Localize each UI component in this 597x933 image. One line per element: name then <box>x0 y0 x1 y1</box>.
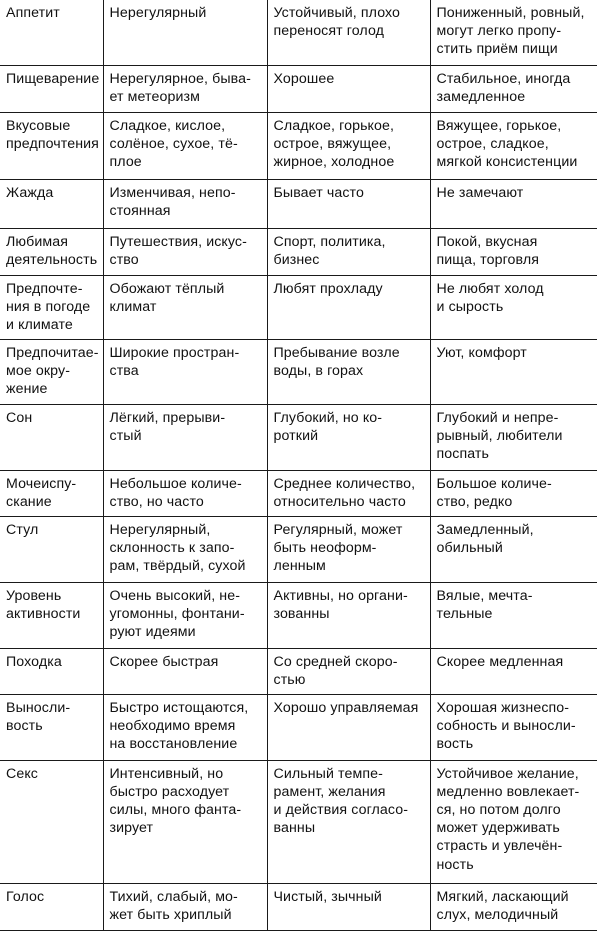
pitta-cell: Сильный темпе- рамент, желания и действия согласо- ванны <box>267 760 430 883</box>
row-label-cell: Уровень активности <box>0 582 103 648</box>
kapha-cell: Замедленный, обильный <box>430 516 597 582</box>
row-label-cell: Предпочитае- мое окру- жение <box>0 339 103 404</box>
row-label-cell: Предпочте- ния в погоде и климате <box>0 275 103 339</box>
pitta-cell: Устойчивый, плохо переносят голод <box>267 0 430 65</box>
vata-cell: Скорее быстрая <box>103 648 267 694</box>
row-label-cell: Любимая деятельность <box>0 228 103 275</box>
vata-cell: Сладкое, кислое, солёное, сухое, тё- плое <box>103 112 267 179</box>
kapha-cell: Хорошая жизнеспо- собность и выносли- вость <box>430 694 597 760</box>
pitta-cell: Сладкое, горькое, острое, вяжущее, жирное, холодное <box>267 112 430 179</box>
row-label-cell: Секс <box>0 760 103 883</box>
pitta-cell: Любят прохладу <box>267 275 430 339</box>
table-row <box>0 0 597 65</box>
kapha-cell: Устойчивое желание, медленно вовлекает- ся, но потом долго может удерживать страсть и увлечён- ность <box>430 760 597 883</box>
table-row <box>0 228 597 275</box>
table-row <box>0 582 597 648</box>
vata-cell: Тихий, слабый, мо- жет быть хриплый <box>103 883 267 930</box>
vata-cell: Путешествия, искус- ство <box>103 228 267 275</box>
row-label-cell: Пищеварение <box>0 65 103 112</box>
pitta-cell: Среднее количество, относительно часто <box>267 470 430 516</box>
table-row <box>0 694 597 760</box>
vata-cell: Изменчивая, непо- стоянная <box>103 179 267 228</box>
pitta-cell: Бывает часто <box>267 179 430 228</box>
table-row <box>0 404 597 470</box>
row-label-cell: Походка <box>0 648 103 694</box>
vata-cell: Нерегулярный <box>103 0 267 65</box>
vata-cell: Небольшое количе- ство, но часто <box>103 470 267 516</box>
row-label-cell: Вкусовые предпочтения <box>0 112 103 179</box>
kapha-cell: Мягкий, ласкающий слух, мелодичный <box>430 883 597 930</box>
row-label-cell: Аппетит <box>0 0 103 65</box>
row-label-cell: Голос <box>0 883 103 930</box>
table-row <box>0 275 597 339</box>
kapha-cell: Скорее медленная <box>430 648 597 694</box>
vata-cell: Нерегулярный, склонность к запо- рам, твёрдый, сухой <box>103 516 267 582</box>
pitta-cell: Спорт, политика, бизнес <box>267 228 430 275</box>
kapha-cell: Стабильное, иногда замедленное <box>430 65 597 112</box>
table-row <box>0 112 597 179</box>
kapha-cell: Уют, комфорт <box>430 339 597 404</box>
pitta-cell: Пребывание возле воды, в горах <box>267 339 430 404</box>
pitta-cell: Глубокий, но ко- роткий <box>267 404 430 470</box>
vata-cell: Лёгкий, прерыви- стый <box>103 404 267 470</box>
vata-cell: Интенсивный, но быстро расходует силы, много фанта- зирует <box>103 760 267 883</box>
pitta-cell: Хорошо управляемая <box>267 694 430 760</box>
kapha-cell: Не любят холод и сырость <box>430 275 597 339</box>
table-row <box>0 65 597 112</box>
kapha-cell: Большое количе- ство, редко <box>430 470 597 516</box>
row-label-cell: Мочеиспу- скание <box>0 470 103 516</box>
table-row <box>0 883 597 930</box>
table-row <box>0 516 597 582</box>
table-row <box>0 760 597 883</box>
kapha-cell: Вяжущее, горькое, острое, сладкое, мягкой консистенции <box>430 112 597 179</box>
pitta-cell: Чистый, зычный <box>267 883 430 930</box>
vata-cell: Обожают тёплый климат <box>103 275 267 339</box>
table-row <box>0 339 597 404</box>
vata-cell: Широкие простран- ства <box>103 339 267 404</box>
kapha-cell: Вялые, мечта- тельные <box>430 582 597 648</box>
table-row <box>0 179 597 228</box>
kapha-cell: Покой, вкусная пища, торговля <box>430 228 597 275</box>
pitta-cell: Регулярный, может быть неоформ- ленным <box>267 516 430 582</box>
pitta-cell: Со средней скоро- стью <box>267 648 430 694</box>
row-label-cell: Сон <box>0 404 103 470</box>
kapha-cell: Не замечают <box>430 179 597 228</box>
row-label-cell: Стул <box>0 516 103 582</box>
pitta-cell: Активны, но органи- зованны <box>267 582 430 648</box>
kapha-cell: Глубокий и непре- рывный, любители поспать <box>430 404 597 470</box>
pitta-cell: Хорошее <box>267 65 430 112</box>
vata-cell: Очень высокий, не- угомонны, фонтани- руют идеями <box>103 582 267 648</box>
table-row <box>0 648 597 694</box>
table-row <box>0 470 597 516</box>
row-label-cell: Жажда <box>0 179 103 228</box>
kapha-cell: Пониженный, ровный, могут легко пропу- стить приём пищи <box>430 0 597 65</box>
vata-cell: Быстро истощаются, необходимо время на восстановление <box>103 694 267 760</box>
row-label-cell: Выносли- вость <box>0 694 103 760</box>
vata-cell: Нерегулярное, быва- ет метеоризм <box>103 65 267 112</box>
